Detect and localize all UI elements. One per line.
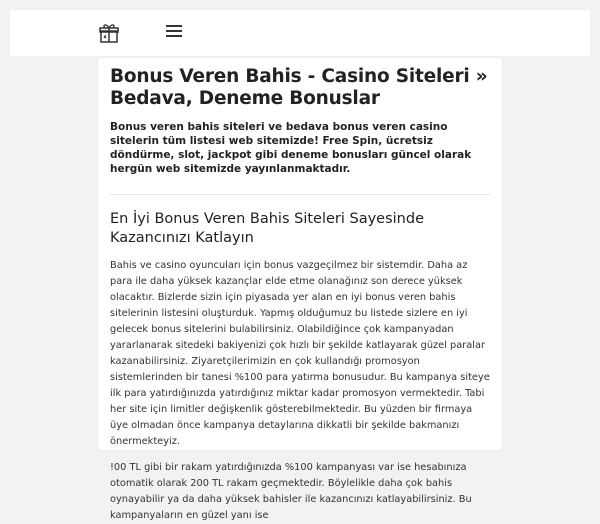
page-title: Bonus Veren Bahis - Casino Siteleri » Bedava, Deneme Bonuslar [110, 66, 488, 109]
menu-line [166, 25, 182, 27]
section-title: En İyi Bonus Veren Bahis Siteleri Sayesinde Kazancınızı Katlayın [110, 211, 424, 246]
divider [110, 194, 490, 195]
gift-icon[interactable] [98, 22, 120, 44]
menu-line [166, 30, 182, 32]
article-paragraph: Bahis ve casino oyuncuları için bonus vazgeçilmez bir sistemdir. Daha az para ile daha yüksek kazançlar elde etme olanağınız son derece yüksek olacaktır. Bizlerde sizin için piyasada yer alan en iyi bonus veren bahis sitelerinin listesini oluşturduk. Yapmış olduğumuz bu listede sizlere en iyi gelecek bonus sitelerini bulabilirsiniz. Olabildiğince çok kampanyadan yararlanarak sitedeki bakiyenizi çok hızlı bir şekilde katlayarak güzel paralar kazanabilirsiniz. Ziyaretçilerimizin en çok kullandığı promosyon sistemlerinden bir tanesi %100 para yatırma bonusudur. Bu kampanya siteye ilk para yatırdığınızda yatırdığınız miktar kadar promosyon vermektedir. Tabi her site için limitler değişkenlik gösterebilmektedir. Bu yüzden bir firmaya üye olmadan önce kampanya detaylarına dikkatli bir şekilde bakmanızı önermekteyiz. [110, 260, 490, 447]
intro-text: Bonus veren bahis siteleri ve bedava bonus veren casino sitelerin tüm listesi web sitemizde! Free Spin, ücretsiz döndürme, slot, jackpot gibi deneme bonusları güncel olarak hergün web sitemizde yayınlanmaktadır. [110, 121, 472, 175]
menu-line [166, 35, 182, 37]
hamburger-menu-icon[interactable] [166, 25, 182, 39]
site-header [10, 10, 590, 56]
article-paragraph: !00 TL gibi bir rakam yatırdığınızda %100 kampanyası var ise hesabınıza otomatik olarak 200 TL rakam geçmektedir. Böylelikle daha çok bahis oynayabilir ya da daha yüksek bahisler ile kazancınızı katlayabilirsiniz. Bu kampanyaların en güzel yanı ise [110, 462, 472, 521]
article-card [98, 58, 502, 521]
